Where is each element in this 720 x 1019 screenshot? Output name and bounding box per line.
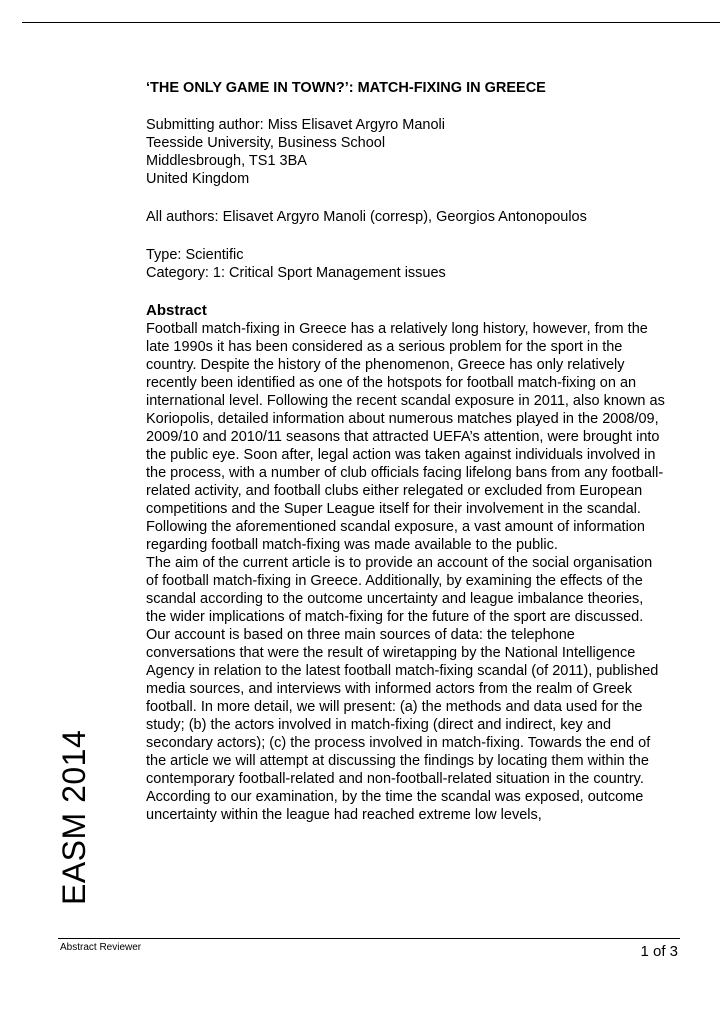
abstract-paragraph-1: Football match-fixing in Greece has a relatively long history, however, from the late 1990s it has been considered as a serious problem for the sport in the country. Despite the history of the phenomenon, Greece has only relatively recently been identified as one of the hotspots for football match-fixing on an international level. Following the recent scandal exposure in 2011, also known as Koriopolis, detailed information about numerous matches played in the 2008/09, 2009/10 and 2010/11 seasons that attracted UEFA’s attention, were brought into the public eye. Soon after, legal action was taken against individuals involved in the process, with a number of club officials facing lifelong bans from any football-related activity, and football clubs either relegated or excluded from European competitions and the Super League itself for their involvement in the scandal. Following the aforementioned scandal exposure, a vast amount of information regarding football match-fixing was made available to the public. [146, 321, 665, 553]
document-title: ‘THE ONLY GAME IN TOWN?’: MATCH-FIXING IN GREECE [146, 80, 546, 96]
paper-category: Category: 1: Critical Sport Management issues [146, 265, 446, 281]
country: United Kingdom [146, 171, 250, 187]
paper-type: Type: Scientific [146, 247, 244, 263]
abstract-paragraph-3: According to our examination, by the time the scandal was exposed, outcome uncertainty within the league had reached extreme low levels, [146, 789, 644, 823]
submitting-author-block [146, 116, 666, 188]
conference-side-label: EASM 2014 [56, 729, 92, 905]
submitting-author: Submitting author: Miss Elisavet Argyro Manoli [146, 117, 445, 133]
abstract-heading: Abstract [146, 302, 207, 319]
all-authors: All authors: Elisavet Argyro Manoli (corresp), Georgios Antonopoulos [146, 209, 587, 225]
abstract-paragraph-2: The aim of the current article is to provide an account of the social organisation of football match-fixing in Greece. Additionally, by examining the effects of the scandal according to the outcome uncertainty and league imbalance theories, the wider implications of match-fixing for the future of the sport are discussed. Our account is based on three main sources of data: the telephone conversations that were the result of wiretapping by the National Intelligence Agency in relation to the latest football match-fixing scandal (of 2011), published media sources, and interviews with informed actors from the realm of Greek football. In more detail, we will present: (a) the methods and data used for the study; (b) the actors involved in match-fixing (direct and indirect, key and secondary actors); (c) the process involved in match-fixing. Towards the end of the article we will attempt at discussing the findings by locating them within the contemporary football-related and non-football-related situation in the country. [146, 555, 659, 787]
header-rule [22, 22, 720, 23]
footer-reviewer-label: Abstract Reviewer [60, 942, 142, 953]
institution: Teesside University, Business School [146, 135, 386, 151]
page-number: 1 of 3 [640, 943, 678, 960]
footer-rule [58, 938, 680, 939]
authors-block [146, 208, 666, 226]
meta-block [146, 246, 666, 282]
city-postcode: Middlesbrough, TS1 3BA [146, 153, 307, 169]
document-body [146, 78, 666, 824]
